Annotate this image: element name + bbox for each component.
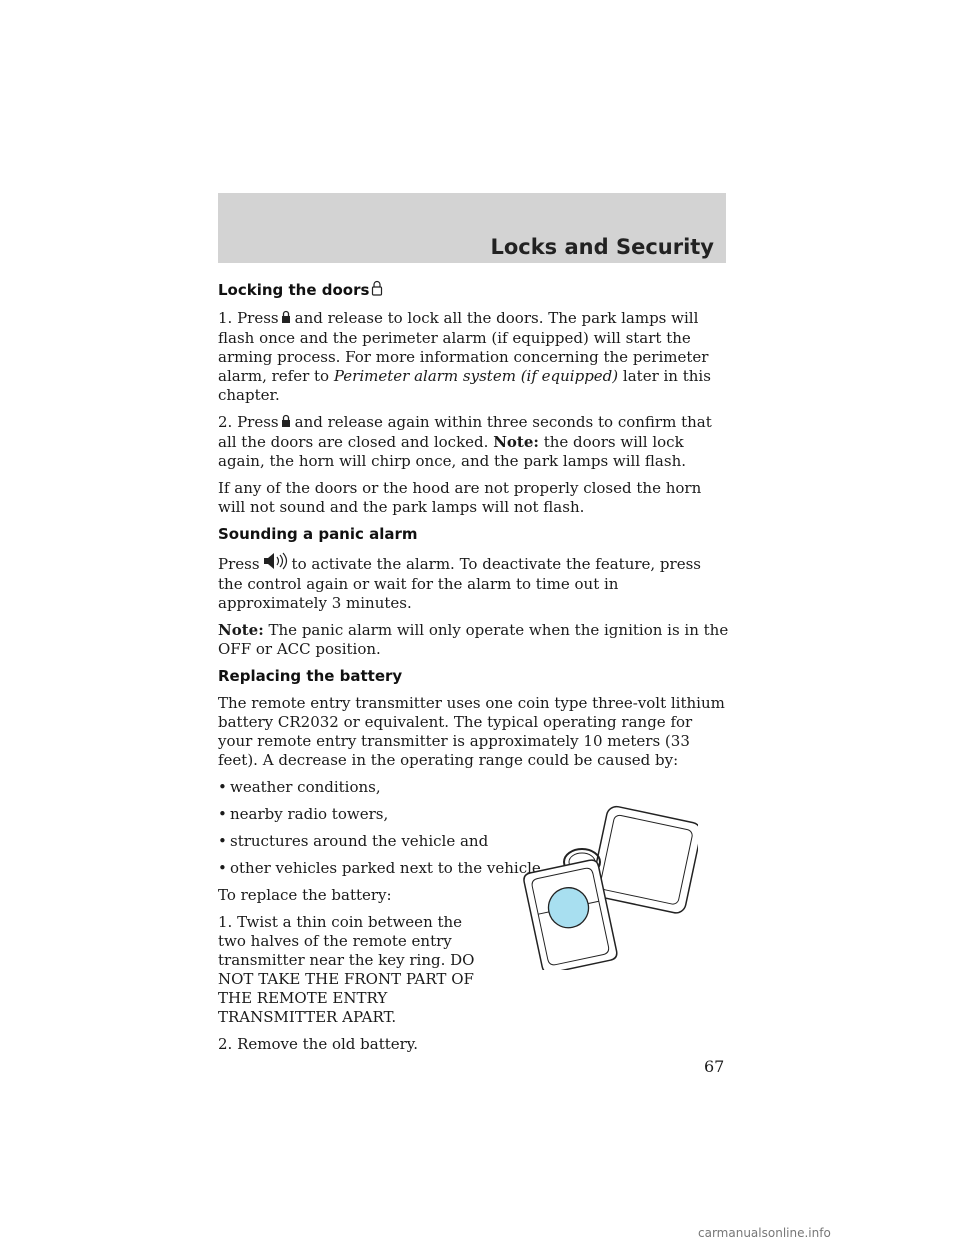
locking-step-1: 1. Press and release to lock all the doors. The park lamps will flash once and the perimeter alarm (if equipped) will start the arming process. For more information concerning the perimeter alarm, refer to Perimeter alarm system (if equipped) later in this chapter. <box>218 309 711 404</box>
locking-warning: If any of the doors or the hood are not properly closed the horn will not sound and the park lamps will not flash. <box>218 479 702 516</box>
section-heading-panic: Sounding a panic alarm <box>218 525 418 543</box>
lock-button-icon <box>281 310 291 329</box>
horn-icon <box>262 552 288 575</box>
list-item: • weather conditions, <box>218 778 381 796</box>
list-item: • nearby radio towers, <box>218 805 389 823</box>
panic-note: Note: The panic alarm will only operate when the ignition is in the OFF or ACC position. <box>218 621 729 658</box>
chapter-title: Locks and Security <box>490 235 714 259</box>
remote-transmitter-illustration <box>518 800 698 970</box>
replace-step-1: 1. Twist a thin coin between the two halves of the remote entry transmitter near the key ring. DO NOT TAKE THE FRONT PART OF THE REMOTE ENTRY TRANSMITTER APART. <box>218 913 475 1026</box>
section-heading-locking: Locking the doors <box>218 280 730 301</box>
lock-button-icon <box>281 414 291 433</box>
section-heading-battery: Replacing the battery <box>218 667 403 685</box>
locking-step-2: 2. Press and release again within three seconds to confirm that all the doors are closed and locked. Note: the doors will lock again, the horn will chirp once, and the park lamps will flash. <box>218 413 712 470</box>
list-item: • structures around the vehicle and <box>218 832 489 850</box>
list-item: • other vehicles parked next to the vehicle. <box>218 859 546 877</box>
chapter-header <box>218 193 726 263</box>
replace-intro: To replace the battery: <box>218 886 392 904</box>
perimeter-alarm-reference: Perimeter alarm system (if equipped) <box>333 367 619 385</box>
page-number: 67 <box>704 1057 725 1076</box>
battery-intro: The remote entry transmitter uses one coin type three-volt lithium battery CR2032 or equivalent. The typical operating range for your remote entry transmitter is approximately 10 meters (33 feet). A decrease in the operating range could be caused by: <box>218 694 725 769</box>
replace-step-2: 2. Remove the old battery. <box>218 1035 419 1053</box>
watermark-link[interactable]: carmanualsonline.info <box>698 1226 831 1240</box>
lock-icon <box>371 280 383 301</box>
panic-instructions: Press to activate the alarm. To deactivate the feature, press the control again or wait for the alarm to time out in approximately 3 minutes. <box>218 552 730 613</box>
